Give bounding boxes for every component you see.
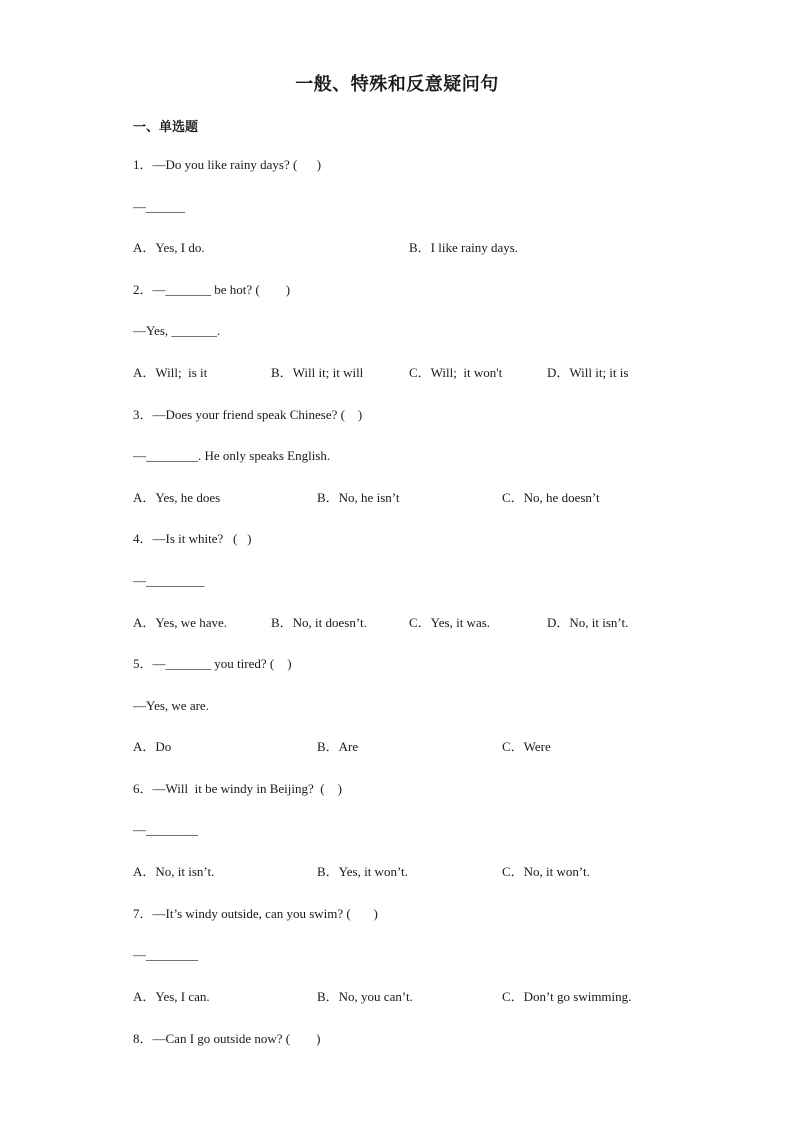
question-6-option-b[interactable]: B．Yes, it won’t. (317, 864, 408, 879)
question-2-option-c[interactable]: C．Will; it won't (409, 365, 503, 380)
question-4-option-c[interactable]: C．Yes, it was. (409, 615, 491, 630)
question-5-option-a[interactable]: A．Do (133, 739, 172, 754)
question-1-prompt (133, 157, 321, 173)
question-4-reply: —_________ (133, 573, 205, 588)
question-3-reply: —________. He only speaks English. (133, 448, 331, 463)
question-5-prompt (133, 656, 292, 672)
question-1-option-a[interactable]: A．Yes, I do. (133, 240, 205, 255)
question-number: 7． (133, 906, 153, 921)
question-text: —Will it be windy in Beijing? ( ) (152, 781, 342, 796)
question-5-option-b[interactable]: B．Are (317, 739, 359, 754)
question-text: —It’s windy outside, can you swim? ( ) (152, 906, 378, 921)
question-3-option-b[interactable]: B．No, he isn’t (317, 490, 400, 505)
question-7-option-a[interactable]: A．Yes, I can. (133, 989, 210, 1004)
question-5-reply: —Yes, we are. (133, 698, 209, 713)
question-text: —_______ be hot? ( ) (152, 282, 291, 297)
question-text: —Do you like rainy days? ( ) (152, 157, 322, 172)
question-4-option-d[interactable]: D．No, it isn’t. (547, 615, 629, 630)
question-7-option-c[interactable]: C．Don’t go swimming. (502, 989, 632, 1004)
question-4-option-a[interactable]: A．Yes, we have. (133, 615, 228, 630)
question-7-reply: —________ (133, 947, 198, 962)
question-text: —Is it white? ( ) (152, 531, 252, 546)
question-3-prompt (133, 407, 362, 423)
question-6-reply: —________ (133, 822, 198, 837)
question-7-prompt (133, 906, 378, 922)
question-number: 2． (133, 282, 153, 297)
question-6-option-c[interactable]: C．No, it won’t. (502, 864, 590, 879)
question-1-option-b[interactable]: B．I like rainy days. (409, 240, 519, 255)
question-4-option-b[interactable]: B．No, it doesn’t. (271, 615, 367, 630)
question-text: —_______ you tired? ( ) (152, 656, 292, 671)
question-2-option-d[interactable]: D．Will it; it is (547, 365, 629, 380)
page-title: 一般、特殊和反意疑问句 (295, 74, 499, 94)
question-3-option-a[interactable]: A．Yes, he does (133, 490, 221, 505)
question-text: —Can I go outside now? ( ) (152, 1031, 321, 1046)
question-2-option-b[interactable]: B．Will it; it will (271, 365, 364, 380)
question-4-prompt (133, 531, 251, 547)
question-6-option-a[interactable]: A．No, it isn’t. (133, 864, 215, 879)
question-2-option-a[interactable]: A．Will; is it (133, 365, 208, 380)
question-number: 6． (133, 781, 153, 796)
question-1-reply: —______ (133, 199, 185, 214)
question-8-prompt (133, 1031, 320, 1047)
question-number: 8． (133, 1031, 153, 1046)
question-number: 3． (133, 407, 153, 422)
question-2-prompt (133, 282, 290, 298)
question-7-option-b[interactable]: B．No, you can’t. (317, 989, 413, 1004)
question-number: 5． (133, 656, 153, 671)
question-5-option-c[interactable]: C．Were (502, 739, 551, 754)
question-number: 4． (133, 531, 153, 546)
section-heading: 一、单选题 (133, 119, 199, 134)
question-6-prompt (133, 781, 342, 797)
question-number: 1． (133, 157, 153, 172)
question-2-reply: —Yes, _______. (133, 323, 221, 338)
question-3-option-c[interactable]: C．No, he doesn’t (502, 490, 600, 505)
question-text: —Does your friend speak Chinese? ( ) (152, 407, 363, 422)
